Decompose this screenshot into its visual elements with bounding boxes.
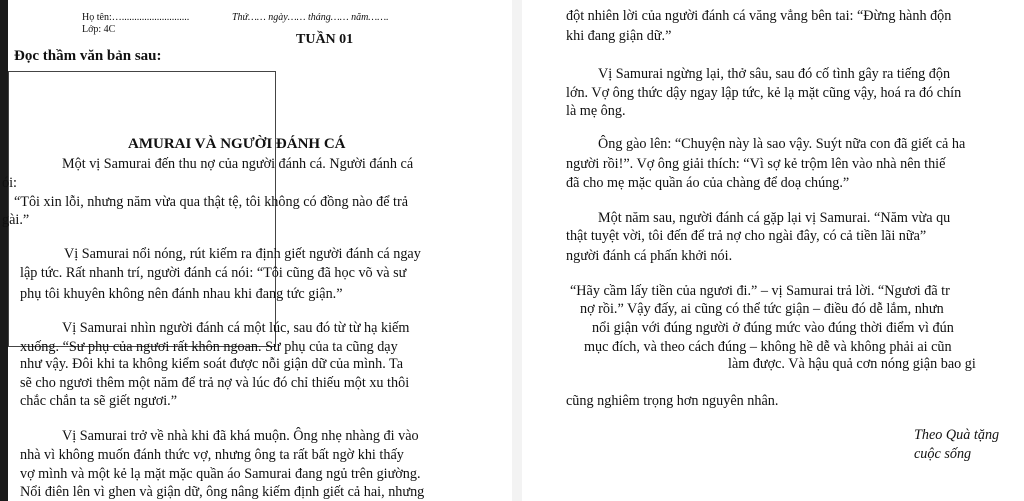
text-line: nổi giận với đúng người ở đúng mức vào đúng thời điểm vì đún [592,320,954,336]
text-line: Vị Samurai nhìn người đánh cá một lúc, sau đó từ từ hạ kiếm [62,320,410,336]
week-heading: TUẦN 01 [296,32,354,47]
text-line: khi đang giận dữ.” [566,28,672,44]
text-line: lập tức. Rất nhanh trí, người đánh cá nói: “Tôi cũng đã học võ và sư [20,265,407,281]
reading-instruction: Đọc thầm văn bản sau: [14,48,162,64]
right-page [522,0,1024,501]
text-line: Một năm sau, người đánh cá gặp lại vị Samurai. “Năm vừa qu [598,210,951,226]
text-line: vợ mình và một kẻ lạ mặt mặc quần áo Samurai đang ngủ trên giường. [20,466,421,482]
text-line: như vậy. Đôi khi ta không kiểm soát được nỗi giận dữ của mình. Ta [20,356,404,372]
text-line: chắc chắn ta sẽ giết ngươi.” [20,393,177,409]
class-label: Lớp: 4C [82,24,116,35]
text-line: phụ tôi khuyên không nên đánh nhau khi đang tức giận.” [20,286,343,302]
text-line: Một vị Samurai đến thu nợ của người đánh cá. Người đánh cá [62,156,414,172]
text-line: lớn. Vợ ông thức dậy ngay lập tức, kẻ lạ mặt cũng vậy, hoá ra đó chín [566,85,962,101]
text-line: đột nhiên lời của người đánh cá văng vẳng bên tai: “Đừng hành độn [566,8,952,24]
text-line: người rồi!”. Vợ ông giải thích: “Vì sợ kẻ trộm lên vào nhà nên thiế [566,156,946,172]
text-line: người đánh cá phấn khởi nói. [566,248,733,264]
date-label: Thứ…… ngày…… tháng…… năm……. [232,12,389,23]
page-edge-shadow [0,0,8,501]
name-label: Họ tên:…........................... [82,12,190,23]
text-line: Vị Samurai nổi nóng, rút kiếm ra định giết người đánh cá ngay [64,246,421,262]
page-gap [512,0,522,501]
text-line: “Tôi xin lỗi, nhưng năm vừa qua thật tệ, tôi không có đồng nào để trả [14,194,409,210]
text-line: Nổi điên lên vì ghen và giận dữ, ông nâng kiếm định giết cả hai, nhưng [20,484,425,500]
text-line: đã cho mẹ mặc quần áo của chàng để doạ chúng.” [566,175,850,191]
story-title: AMURAI VÀ NGƯỜI ĐÁNH CÁ [128,136,346,152]
text-line: gài.” [2,212,30,228]
text-line: nhà vì không muốn đánh thức vợ, nhưng ông ta rất bất ngờ khi thấy [20,447,404,463]
source-credit-line2: cuộc sống [914,446,972,462]
text-line: thật tuyệt vời, tôi đến để trả nợ cho ngài đây, có cả tiền lãi nữa” [566,228,927,244]
text-line: làm được. Và hậu quả cơn nóng giận bao gi [728,356,976,372]
source-credit-line1: Theo Quà tặng [914,427,1000,443]
text-line: ói: [2,175,17,191]
text-line: Ông gào lên: “Chuyện này là sao vậy. Suýt nữa con đã giết cả ha [598,136,966,152]
text-line: mục đích, và theo cách đúng – không hề dễ và không phải ai cũn [584,339,952,355]
text-line: nợ rồi.” Vậy đấy, ai cũng có thể tức giận – điều đó dễ lắm, nhưn [580,301,944,317]
text-line: xuống. “Sư phụ của ngươi rất khôn ngoan. Sư phụ của ta cũng dạy [20,339,398,355]
text-line: sẽ cho ngươi thêm một năm để trả nợ và lúc đó chỉ thiếu một xu thôi [20,375,410,391]
text-line: “Hãy cầm lấy tiền của ngươi đi.” – vị Samurai trả lời. “Ngươi đã tr [570,283,950,299]
text-line: cũng nghiêm trọng hơn nguyên nhân. [566,393,779,409]
text-line: Vị Samurai trở về nhà khi đã khá muộn. Ông nhẹ nhàng đi vào [62,428,419,444]
text-line: Vị Samurai ngừng lại, thở sâu, sau đó cố tình gây ra tiếng độn [598,66,951,82]
text-line: là mẹ ông. [566,103,626,119]
